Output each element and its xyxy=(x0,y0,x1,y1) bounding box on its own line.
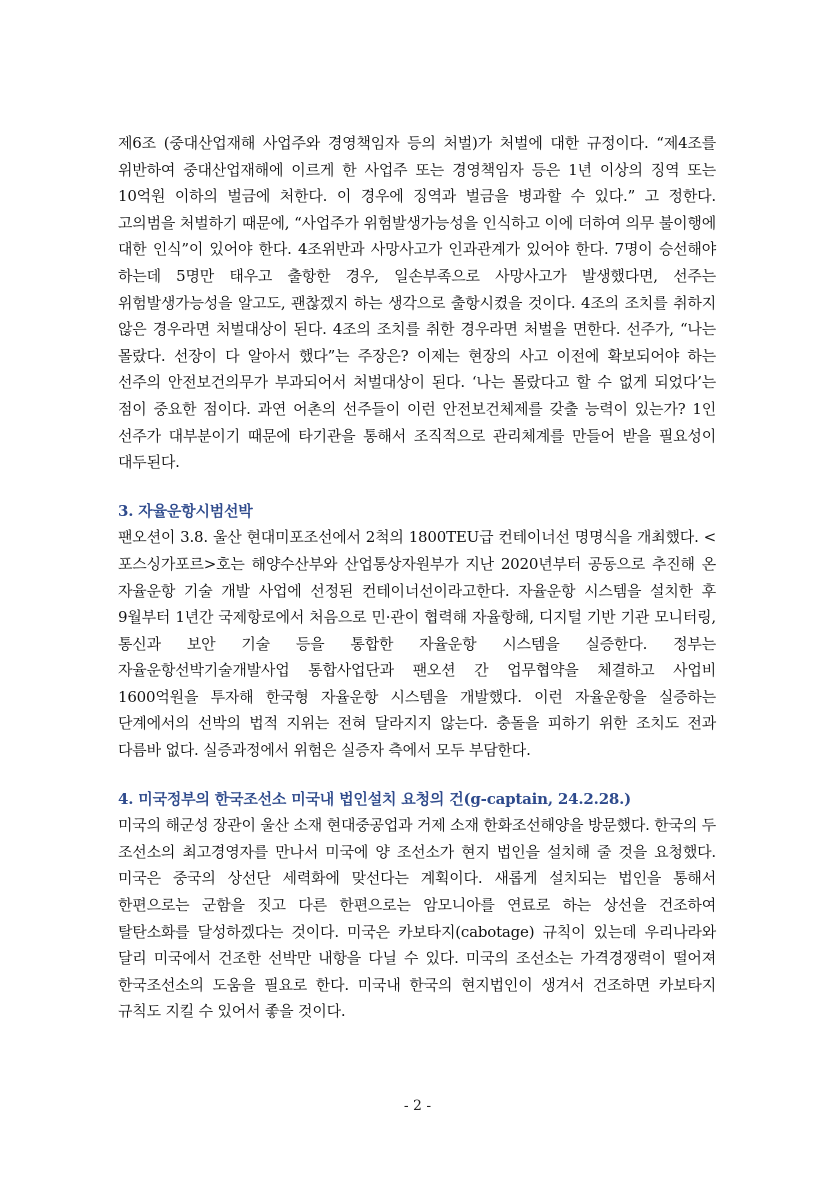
section-3-body: 팬오션이 3.8. 울산 현대미포조선에서 2척의 1800TEU급 컨테이너선 명명식을 개최했다. <포스싱가포르>호는 해양수산부와 산업통상자원부가 지난 2020년부터 공동으로 추진해 온 자율운항 기술 개발 사업에 선정된 컨테이너선이라고한다. 자율운항 시스템을 설치한 후 9월부터 1년간 국제항로에서 처음으로 민·관이 협력해 자율항해, 디지털 기반 기관 모니터링, 통신과 보안 기술 등을 통합한 자율운항 시스템을 실증한다. 정부는 자율운항선박기술개발사업 통합사업단과 팬오션 간 업무협약을 체결하고 사업비 1600억원을 투자해 한국형 자율운항 시스템을 개발했다. 이런 자율운항을 실증하는 단계에서의 선박의 법적 지위는 전혀 달라지지 않는다. 충돌을 피하기 위한 조치도 전과 다름바 없다. 실증과정에서 위험은 실증자 측에서 모두 부담한다. xyxy=(118,528,716,760)
section-spacer xyxy=(118,764,716,786)
section-4-body: 미국의 해군성 장관이 울산 소재 현대중공업과 거제 소재 한화조선해양을 방문했다. 한국의 두 조선소의 최고경영자를 만나서 미국에 양 조선소가 현지 법인을 설치해 줄 것을 요청했다. 미국은 중국의 상선단 세력화에 맞선다는 계획이다. 새롭게 설치되는 법인을 통해서 한편으로는 군함을 짓고 다른 한편으로는 암모니아를 연료로 하는 상선을 건조하여 탈탄소화를 달성하겠다는 것이다. 미국은 카보타지(cabotage) 규칙이 있는데 우리나라와 달리 미국에서 건조한 선박만 내항을 다닐 수 있다. 미국의 조선소는 가격경쟁력이 떨어져 한국조선소의 도움을 필요로 한다. 미국내 한국의 현지법인이 생겨서 건조하면 카보타지 규칙도 지킬 수 있어서 좋을 것이다. xyxy=(118,816,716,1021)
section-4-heading: 4. 미국정부의 한국조선소 미국내 법인설치 요청의 건(g-captain, 24.2.28.) xyxy=(118,789,632,808)
paragraph-penalty-provision: 제6조 (중대산업재해 사업주와 경영책임자 등의 처벌)가 처벌에 대한 규정이다. “제4조를 위반하여 중대산업재해에 이르게 한 사업주 또는 경영책임자 등은 1년 이상의 징역 또는 10억원 이하의 벌금에 처한다. 이 경우에 징역과 벌금을 병과할 수 있다.” 고 정한다. 고의범을 처벌하기 때문에, “사업주가 위험발생가능성을 인식하고 이에 더하여 의무 불이행에 대한 인식”이 있어야 한다. 4조위반과 사망사고가 인과관계가 있어야 한다. 7명이 승선해야 하는데 5명만 태우고 출항한 경우, 일손부족으로 사망사고가 발생했다면, 선주는 위험발생가능성을 알고도, 괜찮겠지 하는 생각으로 출항시켰을 것이다. 4조의 조치를 취하지 않은 경우라면 처벌대상이 된다. 4조의 조치를 취한 경우라면 처벌을 면한다. 선주가, “나는 몰랐다. 선장이 다 알아서 했다”는 주장은? 이제는 현장의 사고 이전에 확보되어야 하는 선주의 안전보건의무가 부과되어서 처벌대상이 된다. ‘나는 몰랐다고 할 수 없게 되었다’는 점이 중요한 점이다. 과연 어촌의 선주들이 이런 안전보건체제를 갖출 능력이 있는가? 1인 선주가 대부분이기 때문에 타기관을 통해서 조직적으로 관리체계를 만들어 받을 필요성이 대두된다. xyxy=(118,134,716,472)
section-3-heading: 3. 자율운항시범선박 xyxy=(118,501,253,520)
document-body xyxy=(118,130,716,1025)
section-spacer xyxy=(118,476,716,498)
page-number: - 2 - xyxy=(403,1098,432,1114)
